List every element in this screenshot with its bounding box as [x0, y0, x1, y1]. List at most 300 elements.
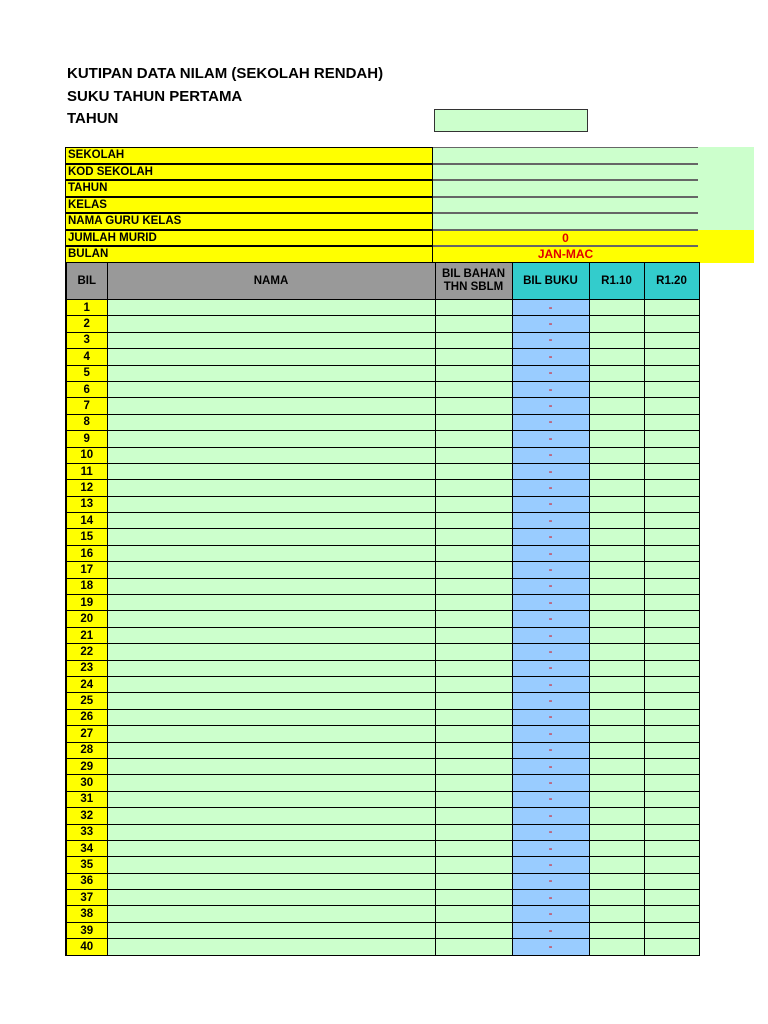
r110-cell[interactable] — [589, 611, 644, 627]
nama-cell[interactable] — [107, 398, 435, 414]
nama-cell[interactable] — [107, 791, 435, 807]
r110-cell[interactable] — [589, 529, 644, 545]
table-row — [66, 791, 699, 807]
table-row — [66, 381, 699, 397]
r110-cell[interactable] — [589, 513, 644, 529]
r110-cell[interactable] — [589, 431, 644, 447]
row-number-cell: 15 — [66, 529, 107, 545]
r120-cell[interactable] — [644, 660, 699, 676]
r110-cell[interactable] — [589, 808, 644, 824]
nama-cell[interactable] — [107, 676, 435, 692]
info-extra-cell — [698, 246, 754, 263]
bil-buku-cell: - — [512, 840, 589, 856]
nama-cell[interactable] — [107, 349, 435, 365]
r120-cell[interactable] — [644, 578, 699, 594]
table-row — [66, 316, 699, 332]
nama-cell[interactable] — [107, 545, 435, 561]
row-number-cell: 24 — [66, 676, 107, 692]
r120-cell[interactable] — [644, 676, 699, 692]
nama-cell[interactable] — [107, 431, 435, 447]
r120-cell[interactable] — [644, 595, 699, 611]
r110-cell[interactable] — [589, 447, 644, 463]
table-row — [66, 480, 699, 496]
info-extra-cell — [698, 147, 754, 164]
nama-cell[interactable] — [107, 611, 435, 627]
nama-cell[interactable] — [107, 513, 435, 529]
r110-cell[interactable] — [589, 873, 644, 889]
r110-cell[interactable] — [589, 627, 644, 643]
r120-cell[interactable] — [644, 316, 699, 332]
nama-cell[interactable] — [107, 775, 435, 791]
nama-cell[interactable] — [107, 824, 435, 840]
bil-buku-cell: - — [512, 808, 589, 824]
bil-bahan-cell[interactable] — [435, 709, 512, 725]
bil-bahan-cell[interactable] — [435, 742, 512, 758]
r110-cell[interactable] — [589, 381, 644, 397]
bil-bahan-cell[interactable] — [435, 660, 512, 676]
nama-cell[interactable] — [107, 414, 435, 430]
table-row — [66, 742, 699, 758]
row-number-cell: 11 — [66, 463, 107, 479]
nama-cell[interactable] — [107, 562, 435, 578]
bil-bahan-cell[interactable] — [435, 824, 512, 840]
nama-cell[interactable] — [107, 857, 435, 873]
nama-cell[interactable] — [107, 447, 435, 463]
r110-cell[interactable] — [589, 496, 644, 512]
bil-bahan-cell[interactable] — [435, 857, 512, 873]
info-value-cell[interactable]: 0 — [433, 230, 698, 247]
table-row — [66, 332, 699, 348]
table-body — [66, 300, 699, 956]
header-r110: R1.10 — [589, 263, 644, 300]
r110-cell[interactable] — [589, 857, 644, 873]
table-header-row — [66, 263, 699, 300]
r110-cell[interactable] — [589, 398, 644, 414]
bil-bahan-cell[interactable] — [435, 873, 512, 889]
r110-cell[interactable] — [589, 480, 644, 496]
row-number-cell: 29 — [66, 758, 107, 774]
bil-buku-cell: - — [512, 349, 589, 365]
table-row — [66, 676, 699, 692]
r110-cell[interactable] — [589, 758, 644, 774]
nama-cell[interactable] — [107, 627, 435, 643]
row-number-cell: 38 — [66, 906, 107, 922]
table-row — [66, 906, 699, 922]
bil-buku-cell: - — [512, 660, 589, 676]
bil-bahan-cell[interactable] — [435, 496, 512, 512]
info-label: JUMLAH MURID — [65, 230, 433, 247]
nama-cell[interactable] — [107, 660, 435, 676]
row-number-cell: 26 — [66, 709, 107, 725]
r110-cell[interactable] — [589, 791, 644, 807]
nama-cell[interactable] — [107, 906, 435, 922]
r120-cell[interactable] — [644, 414, 699, 430]
r120-cell[interactable] — [644, 349, 699, 365]
info-extra-cell — [698, 180, 754, 197]
r120-cell[interactable] — [644, 939, 699, 955]
sheet-subtitle: SUKU TAHUN PERTAMA — [67, 88, 243, 105]
bil-bahan-cell[interactable] — [435, 791, 512, 807]
row-number-cell: 40 — [66, 939, 107, 955]
r120-cell[interactable] — [644, 627, 699, 643]
bil-buku-cell: - — [512, 890, 589, 906]
info-label: NAMA GURU KELAS — [65, 213, 433, 230]
nama-cell[interactable] — [107, 578, 435, 594]
row-number-cell: 6 — [66, 381, 107, 397]
nama-cell[interactable] — [107, 463, 435, 479]
bil-buku-cell: - — [512, 627, 589, 643]
table-row — [66, 726, 699, 742]
table-row — [66, 775, 699, 791]
table-row — [66, 398, 699, 414]
r110-cell[interactable] — [589, 660, 644, 676]
row-number-cell: 8 — [66, 414, 107, 430]
bil-buku-cell: - — [512, 562, 589, 578]
header-bil: BIL — [66, 263, 107, 300]
row-number-cell: 39 — [66, 922, 107, 938]
r120-cell[interactable] — [644, 693, 699, 709]
table-row — [66, 349, 699, 365]
table-row — [66, 365, 699, 381]
bil-buku-cell: - — [512, 742, 589, 758]
table-row — [66, 496, 699, 512]
nama-cell[interactable] — [107, 332, 435, 348]
header-nama: NAMA — [107, 263, 435, 300]
r120-cell[interactable] — [644, 709, 699, 725]
info-label: KELAS — [65, 197, 433, 214]
r120-cell[interactable] — [644, 365, 699, 381]
table-row — [66, 890, 699, 906]
bil-buku-cell: - — [512, 480, 589, 496]
bil-bahan-cell[interactable] — [435, 365, 512, 381]
table-row — [66, 709, 699, 725]
r110-cell[interactable] — [589, 890, 644, 906]
r110-cell[interactable] — [589, 742, 644, 758]
table-row — [66, 873, 699, 889]
bil-buku-cell: - — [512, 545, 589, 561]
bil-buku-cell: - — [512, 300, 589, 316]
r120-cell[interactable] — [644, 562, 699, 578]
bil-bahan-cell[interactable] — [435, 300, 512, 316]
r110-cell[interactable] — [589, 332, 644, 348]
r110-cell[interactable] — [589, 316, 644, 332]
bil-buku-cell: - — [512, 922, 589, 938]
bil-bahan-cell[interactable] — [435, 840, 512, 856]
table-row — [66, 463, 699, 479]
info-value-cell[interactable] — [433, 213, 698, 230]
table-row — [66, 545, 699, 561]
bil-bahan-cell[interactable] — [435, 676, 512, 692]
nama-cell[interactable] — [107, 595, 435, 611]
table-row — [66, 693, 699, 709]
nama-cell[interactable] — [107, 644, 435, 660]
nama-cell[interactable] — [107, 726, 435, 742]
bil-bahan-cell[interactable] — [435, 545, 512, 561]
bil-bahan-cell[interactable] — [435, 414, 512, 430]
r110-cell[interactable] — [589, 365, 644, 381]
sheet-title: KUTIPAN DATA NILAM (SEKOLAH RENDAH) — [67, 65, 384, 82]
r120-cell[interactable] — [644, 611, 699, 627]
r120-cell[interactable] — [644, 857, 699, 873]
table-row — [66, 529, 699, 545]
bil-bahan-cell[interactable] — [435, 513, 512, 529]
info-value-cell[interactable] — [433, 180, 698, 197]
bil-bahan-cell[interactable] — [435, 922, 512, 938]
header-bil-buku: BIL BUKU — [512, 263, 589, 300]
row-number-cell: 14 — [66, 513, 107, 529]
bil-bahan-cell[interactable] — [435, 758, 512, 774]
bil-bahan-cell[interactable] — [435, 562, 512, 578]
table-row — [66, 644, 699, 660]
info-extra-cell — [698, 230, 754, 247]
row-number-cell: 2 — [66, 316, 107, 332]
table-row — [66, 939, 699, 955]
nama-cell[interactable] — [107, 381, 435, 397]
bil-buku-cell: - — [512, 381, 589, 397]
r120-cell[interactable] — [644, 758, 699, 774]
bil-buku-cell: - — [512, 644, 589, 660]
r120-cell[interactable] — [644, 791, 699, 807]
row-number-cell: 37 — [66, 890, 107, 906]
r120-cell[interactable] — [644, 300, 699, 316]
bil-bahan-cell[interactable] — [435, 627, 512, 643]
r110-cell[interactable] — [589, 840, 644, 856]
table-row — [66, 578, 699, 594]
r110-cell[interactable] — [589, 922, 644, 938]
r110-cell[interactable] — [589, 300, 644, 316]
nama-cell[interactable] — [107, 742, 435, 758]
bil-bahan-cell[interactable] — [435, 939, 512, 955]
bil-buku-cell: - — [512, 447, 589, 463]
r120-cell[interactable] — [644, 922, 699, 938]
r120-cell[interactable] — [644, 742, 699, 758]
r110-cell[interactable] — [589, 562, 644, 578]
info-value-cell[interactable] — [433, 197, 698, 214]
table-row — [66, 857, 699, 873]
r120-cell[interactable] — [644, 463, 699, 479]
bil-bahan-cell[interactable] — [435, 480, 512, 496]
bil-bahan-cell[interactable] — [435, 447, 512, 463]
row-number-cell: 27 — [66, 726, 107, 742]
bil-bahan-cell[interactable] — [435, 463, 512, 479]
table-row — [66, 758, 699, 774]
bil-buku-cell: - — [512, 398, 589, 414]
bil-buku-cell: - — [512, 365, 589, 381]
r120-cell[interactable] — [644, 890, 699, 906]
bil-bahan-cell[interactable] — [435, 644, 512, 660]
row-number-cell: 17 — [66, 562, 107, 578]
nama-cell[interactable] — [107, 922, 435, 938]
nama-cell[interactable] — [107, 480, 435, 496]
row-number-cell: 1 — [66, 300, 107, 316]
bil-buku-cell: - — [512, 726, 589, 742]
bil-buku-cell: - — [512, 775, 589, 791]
info-extra-cell — [698, 197, 754, 214]
bil-buku-cell: - — [512, 316, 589, 332]
row-number-cell: 21 — [66, 627, 107, 643]
info-value-cell[interactable] — [433, 164, 698, 181]
r110-cell[interactable] — [589, 775, 644, 791]
bil-bahan-cell[interactable] — [435, 529, 512, 545]
r110-cell[interactable] — [589, 726, 644, 742]
r110-cell[interactable] — [589, 463, 644, 479]
bil-buku-cell: - — [512, 906, 589, 922]
bil-buku-cell: - — [512, 758, 589, 774]
tahun-input-cell[interactable] — [434, 109, 588, 132]
row-number-cell: 9 — [66, 431, 107, 447]
nama-cell[interactable] — [107, 496, 435, 512]
info-extra-cell — [698, 164, 754, 181]
bil-buku-cell: - — [512, 873, 589, 889]
row-number-cell: 32 — [66, 808, 107, 824]
r120-cell[interactable] — [644, 513, 699, 529]
nama-cell[interactable] — [107, 709, 435, 725]
table-row — [66, 627, 699, 643]
r120-cell[interactable] — [644, 873, 699, 889]
nama-cell[interactable] — [107, 758, 435, 774]
info-label: SEKOLAH — [65, 147, 433, 164]
r120-cell[interactable] — [644, 398, 699, 414]
bil-bahan-cell[interactable] — [435, 890, 512, 906]
bil-buku-cell: - — [512, 332, 589, 348]
nama-cell[interactable] — [107, 890, 435, 906]
nama-cell[interactable] — [107, 693, 435, 709]
bil-bahan-cell[interactable] — [435, 431, 512, 447]
bil-buku-cell: - — [512, 578, 589, 594]
r120-cell[interactable] — [644, 775, 699, 791]
info-label: KOD SEKOLAH — [65, 164, 433, 181]
bil-bahan-cell[interactable] — [435, 595, 512, 611]
r110-cell[interactable] — [589, 709, 644, 725]
row-number-cell: 16 — [66, 545, 107, 561]
bil-bahan-cell[interactable] — [435, 808, 512, 824]
row-number-cell: 31 — [66, 791, 107, 807]
nama-cell[interactable] — [107, 939, 435, 955]
bil-buku-cell: - — [512, 611, 589, 627]
bil-buku-cell: - — [512, 791, 589, 807]
row-number-cell: 4 — [66, 349, 107, 365]
info-value-cell[interactable]: JAN-MAC — [433, 246, 698, 263]
r120-cell[interactable] — [644, 824, 699, 840]
r110-cell[interactable] — [589, 693, 644, 709]
row-number-cell: 18 — [66, 578, 107, 594]
nama-cell[interactable] — [107, 873, 435, 889]
r110-cell[interactable] — [589, 595, 644, 611]
row-number-cell: 12 — [66, 480, 107, 496]
bil-buku-cell: - — [512, 513, 589, 529]
bil-buku-cell: - — [512, 676, 589, 692]
student-table — [65, 262, 700, 956]
bil-bahan-cell[interactable] — [435, 693, 512, 709]
bil-bahan-cell[interactable] — [435, 906, 512, 922]
bil-bahan-cell[interactable] — [435, 398, 512, 414]
row-number-cell: 36 — [66, 873, 107, 889]
r120-cell[interactable] — [644, 545, 699, 561]
r110-cell[interactable] — [589, 414, 644, 430]
r120-cell[interactable] — [644, 840, 699, 856]
r110-cell[interactable] — [589, 349, 644, 365]
r120-cell[interactable] — [644, 496, 699, 512]
table-row — [66, 414, 699, 430]
r110-cell[interactable] — [589, 545, 644, 561]
row-number-cell: 13 — [66, 496, 107, 512]
info-value-cell[interactable] — [433, 147, 698, 164]
bil-buku-cell: - — [512, 709, 589, 725]
row-number-cell: 25 — [66, 693, 107, 709]
table-row — [66, 840, 699, 856]
r110-cell[interactable] — [589, 578, 644, 594]
r110-cell[interactable] — [589, 906, 644, 922]
nama-cell[interactable] — [107, 840, 435, 856]
bil-buku-cell: - — [512, 496, 589, 512]
r120-cell[interactable] — [644, 381, 699, 397]
row-number-cell: 30 — [66, 775, 107, 791]
nama-cell[interactable] — [107, 808, 435, 824]
info-label: BULAN — [65, 246, 433, 263]
bil-bahan-cell[interactable] — [435, 578, 512, 594]
row-number-cell: 5 — [66, 365, 107, 381]
table-row — [66, 595, 699, 611]
row-number-cell: 22 — [66, 644, 107, 660]
row-number-cell: 35 — [66, 857, 107, 873]
r110-cell[interactable] — [589, 676, 644, 692]
bil-bahan-cell[interactable] — [435, 726, 512, 742]
table-row — [66, 300, 699, 316]
row-number-cell: 23 — [66, 660, 107, 676]
row-number-cell: 19 — [66, 595, 107, 611]
r120-cell[interactable] — [644, 726, 699, 742]
r120-cell[interactable] — [644, 332, 699, 348]
nama-cell[interactable] — [107, 316, 435, 332]
table-row — [66, 431, 699, 447]
nama-cell[interactable] — [107, 529, 435, 545]
tahun-title: TAHUN — [67, 110, 119, 127]
r120-cell[interactable] — [644, 644, 699, 660]
bil-bahan-cell[interactable] — [435, 775, 512, 791]
bil-buku-cell: - — [512, 824, 589, 840]
r110-cell[interactable] — [589, 644, 644, 660]
bil-buku-cell: - — [512, 595, 589, 611]
bil-bahan-cell[interactable] — [435, 611, 512, 627]
r120-cell[interactable] — [644, 529, 699, 545]
row-number-cell: 10 — [66, 447, 107, 463]
bil-bahan-cell[interactable] — [435, 349, 512, 365]
nama-cell[interactable] — [107, 300, 435, 316]
bil-bahan-cell[interactable] — [435, 381, 512, 397]
table-row — [66, 562, 699, 578]
r120-cell[interactable] — [644, 906, 699, 922]
r120-cell[interactable] — [644, 808, 699, 824]
r120-cell[interactable] — [644, 447, 699, 463]
r120-cell[interactable] — [644, 480, 699, 496]
bil-buku-cell: - — [512, 693, 589, 709]
r110-cell[interactable] — [589, 824, 644, 840]
bil-bahan-cell[interactable] — [435, 316, 512, 332]
nama-cell[interactable] — [107, 365, 435, 381]
table-row — [66, 611, 699, 627]
r120-cell[interactable] — [644, 431, 699, 447]
bil-buku-cell: - — [512, 414, 589, 430]
row-number-cell: 20 — [66, 611, 107, 627]
info-extra-cell — [698, 213, 754, 230]
bil-bahan-cell[interactable] — [435, 332, 512, 348]
table-row — [66, 513, 699, 529]
bil-buku-cell: - — [512, 463, 589, 479]
table-row — [66, 922, 699, 938]
header-bil-bahan: BIL BAHAN THN SBLM — [435, 263, 512, 300]
r110-cell[interactable] — [589, 939, 644, 955]
table-row — [66, 447, 699, 463]
